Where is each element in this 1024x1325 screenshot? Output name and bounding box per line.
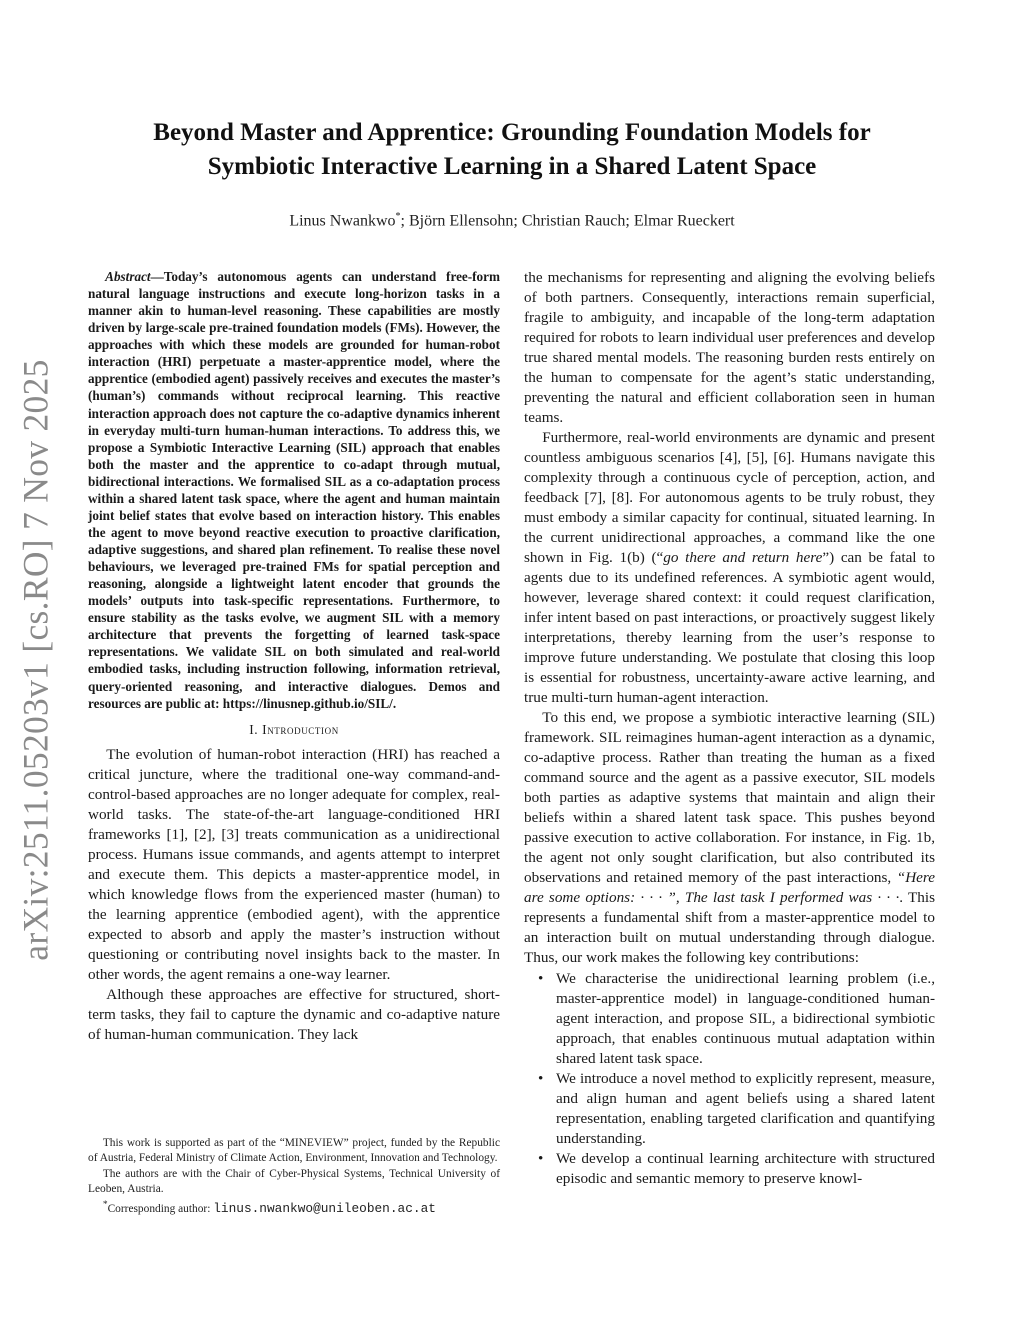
contributions-list: [538, 969, 935, 1189]
corresponding-author-mark: *: [395, 211, 401, 222]
contribution-item: • We introduce a novel method to explicitly represent, measure, and align human and agent beliefs using a shared latent representation, enabling targeted clarification and quantifying understanding.: [538, 1069, 935, 1149]
intro-paragraph-continued: the mechanisms for representing and aligning the evolving beliefs of both partners. Consequently, interactions remain superficial, fragile to ambiguity, and incapable of the long-term adaptation required for robots to learn individual user preferences and develop true shared mental models. The reasoning burden rests entirely on the human to compensate for the agent’s static understanding, preventing the natural and efficient collaboration seen in human teams.: [524, 269, 935, 426]
intro-text-segment: To this end, we propose a symbiotic interactive learning (SIL) framework. SIL reimagines human-agent interaction as a dynamic, co-adaptive process. Rather than treating the human as a fixed command source and the agent as a passive executor, SIL models both parties as adaptive systems that maintain and align their beliefs within a shared latent task space. This pushes beyond passive execution to active collaboration. For instance, in Fig. 1b, the agent not only sought clarification, but also contributed its observations and retained memory of the past interactions,: [524, 709, 935, 886]
corresponding-label: Corresponding author:: [107, 1202, 214, 1215]
author-list: [100, 211, 924, 230]
abstract-dash: —: [150, 269, 164, 284]
intro-paragraph: The evolution of human-robot interaction (HRI) has reached a critical juncture, where the traditional one-way command-and-control-based approaches are no longer adequate for complex, real-world tasks. The state-of-the-art language-conditioned HRI frameworks [1], [2], [3] treats communication as a unidirectional process. Humans issue commands, and agents attempt to interpret and execute them. This depicts a master-apprentice model, in which knowledge flows from the experienced master (human) to the learning apprentice (embodied agent), with the apprentice expected to absorb and apply the master’s instruction without questioning or contributing novel insights back to the master. In other words, the agent remains a one-way learner.: [88, 745, 500, 983]
introduction-left-text: [88, 745, 500, 1045]
funding-footnote: This work is supported as part of the “MINEVIEW” project, funded by the Republic of Austria, Federal Ministry of Climate Action, Environment, Innovation and Technology.: [88, 1137, 500, 1165]
intro-paragraph: Although these approaches are effective for structured, short-term tasks, they fail to capture the dynamic and co-adaptive nature of human-human communication. They lack: [88, 985, 500, 1043]
abstract-label: Abstract: [105, 269, 151, 284]
affiliation-footnote: The authors are with the Chair of Cyber-Physical Systems, Technical University of Leoben, Austria.: [88, 1167, 500, 1196]
paper-title-line-2: Symbiotic Interactive Learning in a Shared Latent Space: [207, 153, 817, 180]
intro-quote: go there and return here: [663, 549, 823, 566]
arxiv-identifier-stamp: [8, 340, 64, 980]
abstract-text: Today’s autonomous agents can understand free-form natural language instructions and execute long-horizon tasks in a manner akin to human-level reasoning. These capabilities are mostly driven by large-scale pre-trained foundation models (FMs). However, the approaches with which these models are grounded for human-robot interaction (HRI) perpetuate a master-apprentice model, where the apprentice (embodied agent) passively receives and executes the master’s (human’s) commands without reciprocal learning. This reactive interaction approach does not capture the co-adaptive dynamics inherent in everyday multi-turn human-human interactions. To address this, we propose a Symbiotic Interactive Learning (SIL) approach that enables both the master and the apprentice to co-adapt through mutual, bidirectional interactions. We formalised SIL as a co-adaptation process within a shared latent task space, where the agent and human maintain joint belief states that evolve based on interaction history. This enables the agent to move beyond reactive execution to proactive clarification, adaptive suggestions, and shared plan refinement. To realise these novel behaviours, we leveraged pre-trained FMs for spatial perception and reasoning, alongside a lightweight latent encoder that grounds the models’ outputs into task-specific representations. Furthermore, to ensure stability as the tasks evolve, we augment SIL with a memory architecture that prevents the forgetting of learned task-space representations. We validate SIL on both simulated and real-world embodied tasks, including instruction following, information retrieval, query-oriented reasoning, and interactive dialogues. Demos and resources are public at: https://linusnep.github.io/SIL/.: [88, 269, 500, 711]
section-heading-introduction: I. Introduction: [249, 721, 339, 737]
contribution-item: • We develop a continual learning architecture with structured episodic and semantic memory to preserve knowl-: [538, 1149, 935, 1189]
right-column: [524, 268, 935, 1189]
footnotes: [88, 1136, 500, 1217]
intro-text-segment: Furthermore, real-world environments are dynamic and present countless ambiguous scenarios [4], [5], [6]. Humans navigate this complexity through a continuous cycle of perception, action, and feedback [7], [8]. For autonomous agents to be truly robust, they must embody a similar capacity for continual, situated learning. In the current unidirectional approaches, a command like the one shown in Fig. 1(b) (“: [524, 429, 935, 566]
corresponding-footnote-mark: *: [102, 1199, 108, 1210]
other-authors: ; Björn Ellensohn; Christian Rauch; Elmar Rueckert: [400, 212, 735, 230]
abstract: [88, 268, 500, 712]
paper-title-line-1: Beyond Master and Apprentice: Grounding Foundation Models for: [153, 119, 871, 146]
left-column: [88, 268, 500, 1045]
first-author: Linus Nwankwo: [289, 212, 396, 230]
paper-title: [100, 116, 924, 184]
intro-paragraph: [524, 428, 935, 708]
contribution-item: • We characterise the unidirectional learning problem (i.e., master-apprentice model) in language-conditioned human-agent interaction, and propose SIL, a bidirectional symbiotic approach, that enables continuous mutual adaptation within shared latent task space.: [538, 969, 935, 1069]
arxiv-identifier-text: arXiv:2511.05203v1 [cs.RO] 7 Nov 2025: [16, 359, 56, 961]
intro-quote: “Here are some options: · · · ”, The last task I performed was · · ·: [524, 869, 935, 906]
intro-text-segment: . This represents a fundamental shift from a master-apprentice model to an interaction built on mutual understanding through dialogue. Thus, our work makes the following key contributions:: [524, 889, 935, 966]
intro-paragraph: [524, 708, 935, 968]
intro-text-segment: ”) can be fatal to agents due to its undefined references. A symbiotic agent would, however, leverage shared context: it could request clarification, infer intent based on past interactions, or proactively suggest likely interpretations, thereby learning from the user’s response to improve future understanding. We postulate that closing this loop is essential for robustness, uncertainty-aware active learning, and true multi-turn human-agent interaction.: [524, 549, 935, 706]
corresponding-footnote: [88, 1198, 500, 1217]
corresponding-email: linus.nwankwo@unileoben.ac.at: [213, 1200, 436, 1216]
